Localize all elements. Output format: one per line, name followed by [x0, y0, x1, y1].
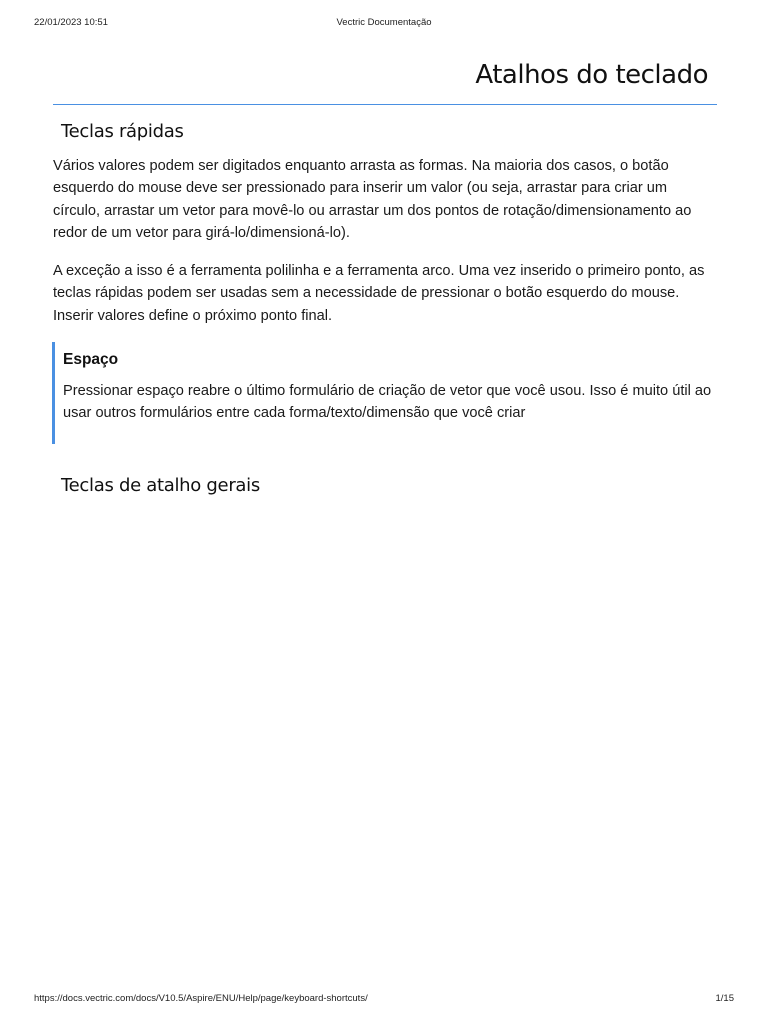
- print-url: https://docs.vectric.com/docs/V10.5/Aspire/ENU/Help/page/keyboard-shortcuts/: [34, 993, 368, 1004]
- print-datetime: 22/01/2023 10:51: [34, 17, 108, 28]
- print-footer: [0, 993, 768, 1007]
- page-title: Atalhos do teclado: [475, 60, 708, 90]
- print-header: [0, 17, 768, 31]
- paragraph-teclas-rapidas-1: Vários valores podem ser digitados enquanto arrasta as formas. Na maioria dos casos, o botão esquerdo do mouse deve ser pressionado para inserir um valor (ou seja, arrastar para criar um círculo, arrastar um vetor para movê-lo ou arrastar um dos pontos de rotação/dimensionamento ao redor de um vetor para girá-lo/dimensioná-lo).: [53, 158, 692, 241]
- paragraph-teclas-rapidas-2: A exceção a isso é a ferramenta polilinha e a ferramenta arco. Uma vez inserido o primeiro ponto, as teclas rápidas podem ser usadas sem a necessidade de pressionar o botão esquerdo do mouse. Inserir valores define o próximo ponto final.: [53, 263, 705, 324]
- print-doc-title: Vectric Documentação: [336, 17, 432, 28]
- section-heading-teclas-atalho-gerais: Teclas de atalho gerais: [61, 475, 260, 496]
- section-heading-teclas-rapidas: Teclas rápidas: [61, 121, 184, 142]
- title-divider: [53, 104, 717, 105]
- callout-espaco: [52, 342, 720, 444]
- page-number: 1/15: [715, 993, 734, 1004]
- callout-body-espaco: Pressionar espaço reabre o último formulário de criação de vetor que você usou. Isso é muito útil ao usar outros formulários entre cada forma/texto/dimensão que você criar: [63, 383, 712, 422]
- callout-heading-espaco: Espaço: [63, 351, 119, 368]
